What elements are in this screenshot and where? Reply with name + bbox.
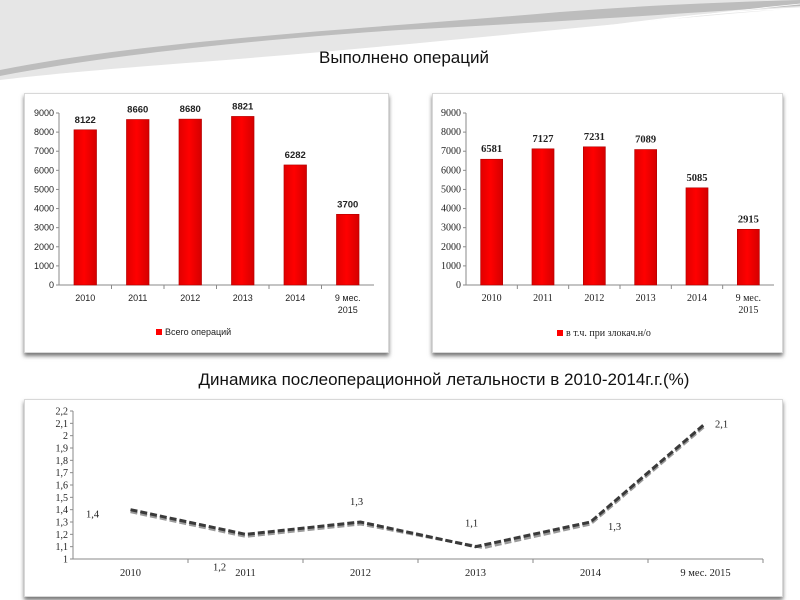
x-tick-label: 9 мес. 2015 [334,293,361,315]
bar-value-label: 6282 [284,149,306,161]
bar [126,119,149,285]
x-tick-label: 9 мес. 2015 [735,293,762,316]
bar-value-label: 8680 [179,104,201,116]
bar [635,150,657,285]
bar [284,165,307,285]
total-operations-chart [25,94,388,352]
y-tick-label: 2,1 [55,418,68,430]
y-tick-label: 1,9 [55,443,68,455]
y-tick-label: 7000 [33,146,54,157]
bar-value-label: 8660 [127,104,149,116]
y-tick-label: 1,2 [55,529,68,541]
x-tick-label: 2011 [533,293,553,304]
x-tick-label: 2012 [350,568,371,579]
bar-value-label: 6581 [481,144,503,156]
legend-swatch [557,330,563,336]
y-tick-label: 8000 [441,127,461,139]
y-tick-label: 5000 [441,184,461,196]
x-tick-label: 2010 [75,293,96,303]
bar [74,130,97,285]
bar-value-label: 8122 [74,114,96,126]
x-tick-label: 2013 [465,568,486,579]
y-tick-label: 6000 [441,165,461,177]
bar [583,147,605,285]
data-point-label: 2,1 [714,419,729,431]
y-tick-label: 9000 [441,108,461,119]
bar [481,159,503,285]
x-tick-label: 2013 [635,293,656,304]
y-tick-label: 2000 [33,241,54,252]
x-tick-label: 2013 [232,293,253,303]
x-tick-label: 2012 [584,293,605,304]
y-tick-label: 1,6 [55,480,68,492]
bar-value-label: 7127 [532,133,554,145]
y-tick-label: 3000 [441,222,461,234]
y-tick-label: 7000 [441,146,461,158]
data-point-label: 1,2 [212,562,227,574]
bar-value-label: 2915 [737,214,759,226]
y-tick-label: 6000 [33,165,54,176]
y-tick-label: 4000 [441,203,461,215]
y-tick-label: 1,4 [55,505,68,517]
bar [532,149,554,285]
x-tick-label: 2010 [120,568,141,579]
x-tick-label: 2014 [687,293,707,304]
y-tick-label: 8000 [33,127,54,138]
operations-title: Выполнено операций [319,48,489,67]
bar-value-label: 8821 [232,101,254,113]
y-tick-label: 2 [63,431,68,443]
y-tick-label: 1000 [33,260,54,271]
bar [336,214,359,285]
y-tick-label: 1,3 [55,517,68,529]
y-tick-label: 0 [456,280,461,291]
mortality-chart-panel [24,399,783,597]
bar [179,119,202,285]
x-tick-label: 2014 [580,568,601,579]
bar [686,188,708,285]
y-tick-label: 2000 [441,241,461,253]
mortality-line-chart [25,400,782,596]
malignant-operations-chart-panel [432,93,783,353]
data-point-label: 1,3 [349,497,364,508]
data-point-label: 1,1 [464,518,479,530]
x-tick-label: 2010 [481,293,502,304]
y-tick-label: 1 [63,554,68,566]
legend-label: в т.ч. при злокач.н/о [566,328,651,339]
y-tick-label: 4000 [33,203,54,214]
mortality-title: Динамика послеоперационной летальности в 2010-2014г.г.(%) [198,370,690,389]
data-point-label: 1,3 [607,522,622,533]
x-tick-label: 2014 [285,293,306,303]
legend-label: Всего операций [165,327,232,337]
x-tick-label: 2011 [128,293,148,303]
x-tick-label: 9 мес. 2015 [680,568,731,579]
y-tick-label: 3000 [33,222,54,233]
malignant-operations-chart [433,94,782,352]
bar-value-label: 7089 [635,134,657,146]
y-tick-label: 1,8 [55,455,68,467]
y-tick-label: 0 [48,280,54,290]
data-point-label: 1,4 [85,509,100,521]
legend-swatch [156,329,162,335]
y-tick-label: 1,1 [55,542,68,554]
x-tick-label: 2012 [180,293,201,303]
bar-value-label: 5085 [686,172,708,184]
bar [737,229,759,285]
x-tick-label: 2011 [235,568,256,579]
y-tick-label: 2,2 [55,406,68,418]
bar-value-label: 7231 [583,131,605,143]
bar [231,116,254,285]
y-tick-label: 1,5 [55,492,68,504]
bar-value-label: 3700 [337,199,359,211]
total-operations-chart-panel [24,93,389,353]
y-tick-label: 1,7 [55,468,68,480]
y-tick-label: 5000 [33,184,54,195]
y-tick-label: 1000 [441,260,461,272]
y-tick-label: 9000 [33,108,54,118]
